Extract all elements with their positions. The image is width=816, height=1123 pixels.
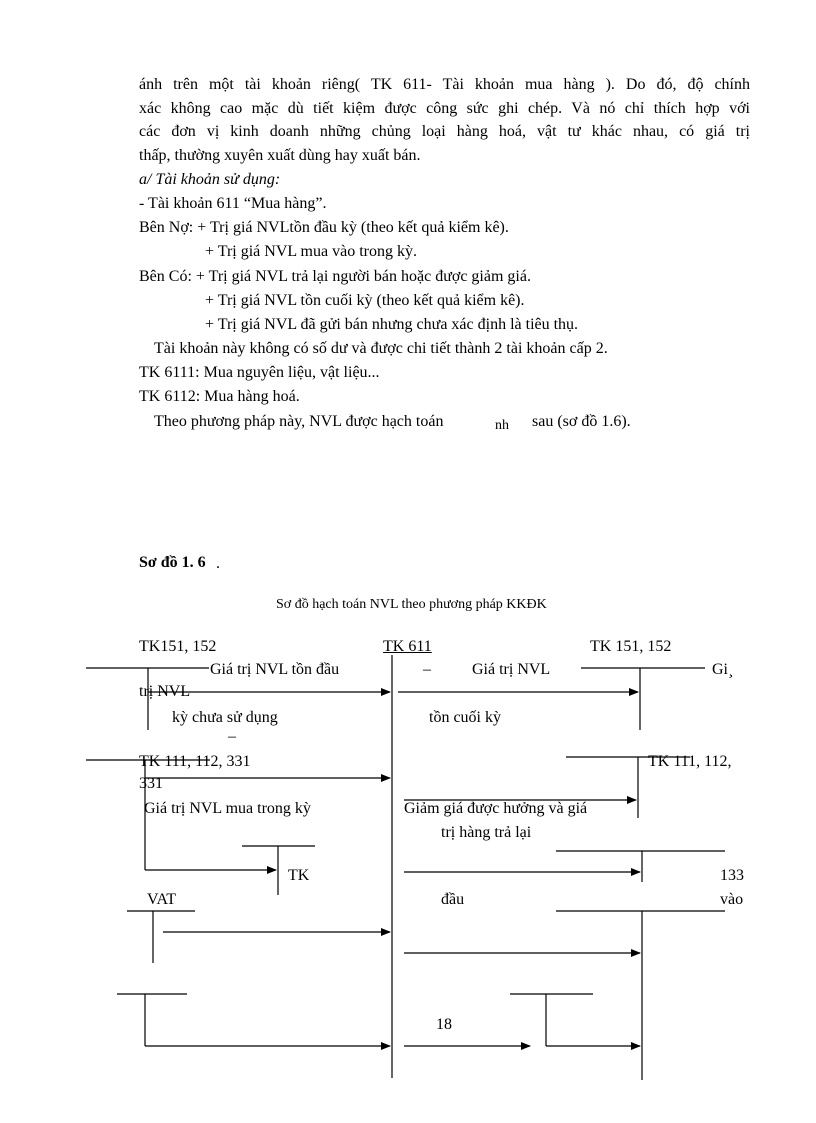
opening-balance-text-3: kỳ chưa sử dụng	[172, 709, 278, 726]
tk111-left-label: TK 111, 112, 331	[139, 753, 251, 770]
paragraph-line-2: xác không cao mặc dù tiết kiệm được công sức ghi chép. Và nó chỉ thích hợp với	[139, 100, 750, 117]
purchase-text: Giá trị NVL mua trong kỳ	[144, 800, 311, 817]
closing-balance-text: tồn cuối kỳ	[429, 709, 501, 726]
tk133-label: 133	[720, 867, 744, 884]
dash-1: –	[423, 661, 431, 678]
account-note: Tài khoản này không có số dư và được chi tiết thành 2 tài khoản cấp 2.	[154, 340, 608, 357]
paragraph-line-4: thấp, thường xuyên xuất dùng hay xuất bán.	[139, 147, 421, 164]
debit-line-2: + Trị giá NVL mua vào trong kỳ.	[205, 243, 417, 260]
gi-text: Gi¸	[712, 661, 734, 678]
method-text-end: sau (sơ đồ 1.6).	[532, 413, 631, 430]
tk111-right-label: TK 111, 112,	[648, 753, 732, 770]
tk111-left-label-2: 331	[139, 775, 163, 792]
method-text: Theo phương pháp này, NVL được hạch toán	[154, 413, 444, 430]
tk-6111: TK 6111: Mua nguyên liệu, vật liệu...	[139, 364, 380, 381]
debit-line-1: Bên Nợ: + Trị giá NVLtồn đầu kỳ (theo kết quả kiểm kê).	[139, 219, 509, 236]
page-number: 18	[436, 1016, 452, 1033]
opening-balance-text-2: trị NVL	[139, 683, 191, 700]
diagram-title: Sơ đồ hạch toán NVL theo phương pháp KKĐK	[276, 597, 547, 612]
tk-label: TK	[288, 867, 310, 884]
credit-line-2: + Trị giá NVL tồn cuối kỳ (theo kết quả kiểm kê).	[205, 292, 525, 309]
paragraph-line-3: các đơn vị kinh doanh những chủng loại hàng hoá, vật tư khác nhau, có giá trị	[139, 123, 750, 140]
discount-text-2: trị hàng trả lại	[441, 824, 532, 841]
tk611-label: TK 611	[383, 638, 432, 655]
discount-text: Giảm giá được hưởng và giá	[404, 800, 588, 817]
opening-balance-text: Giá trị NVL tồn đầu	[210, 661, 340, 678]
value-nvl-text: Giá trị NVL	[472, 661, 551, 678]
credit-line-1: Bên Có: + Trị giá NVL trả lại người bán hoặc được giảm giá.	[139, 268, 531, 285]
vat-label: VAT	[147, 891, 177, 908]
tk151-right-label: TK 151, 152	[590, 638, 672, 655]
paragraph-line-1: ánh trên một tài khoản riêng( TK 611- Tài khoản mua hàng ). Do đó, độ chính	[139, 76, 750, 93]
account-611: - Tài khoản 611 “Mua hàng”.	[139, 195, 327, 212]
method-nh: nh	[495, 418, 509, 433]
diagram-label-dot: .	[216, 555, 220, 572]
tk151-left-label: TK151, 152	[139, 638, 217, 655]
dash-2: –	[228, 728, 236, 745]
section-heading: a/ Tài khoản sử dụng:	[139, 171, 281, 188]
dau-label: đầu	[441, 891, 465, 908]
vao-label: vào	[720, 891, 744, 908]
diagram-label: Sơ đồ 1. 6	[139, 554, 206, 571]
tk-6112: TK 6112: Mua hàng hoá.	[139, 388, 300, 405]
credit-line-3: + Trị giá NVL đã gửi bán nhưng chưa xác định là tiêu thụ.	[205, 316, 579, 333]
